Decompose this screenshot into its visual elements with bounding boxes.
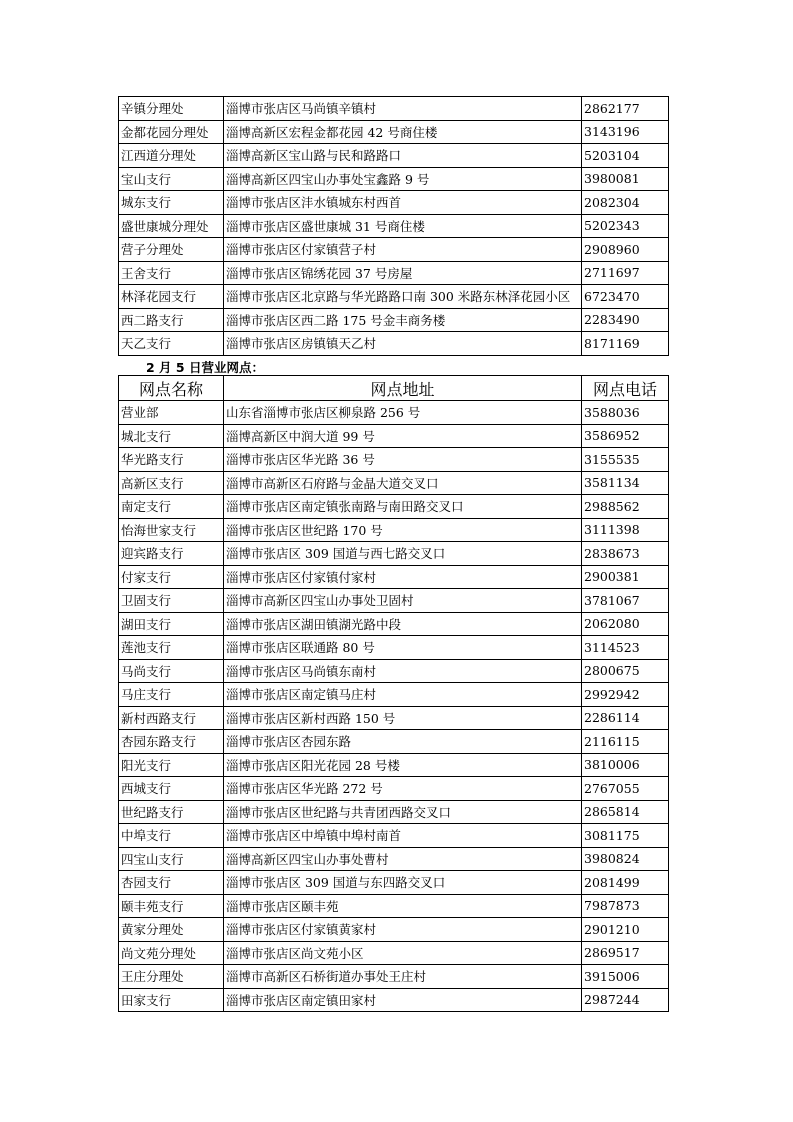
branch-name-cell: 四宝山支行 [119, 847, 224, 871]
branch-address-cell: 淄博高新区宝山路与民和路路口 [224, 144, 582, 168]
branch-phone-cell: 8171169 [582, 332, 669, 356]
branch-address-cell: 淄博市张店区颐丰苑 [224, 894, 582, 918]
branch-name-cell: 西二路支行 [119, 308, 224, 332]
branch-address-cell: 淄博市张店区中埠镇中埠村南首 [224, 824, 582, 848]
branch-address-cell: 淄博高新区四宝山办事处宝鑫路 9 号 [224, 167, 582, 191]
branch-address-cell: 淄博市张店区 309 国道与西七路交叉口 [224, 542, 582, 566]
branch-phone-cell: 2992942 [582, 683, 669, 707]
table-row [119, 824, 669, 848]
table-row [119, 753, 669, 777]
table-row [119, 308, 669, 332]
branch-name-cell: 莲池支行 [119, 636, 224, 660]
branch-phone-cell: 5202343 [582, 214, 669, 238]
branch-phone-cell: 2286114 [582, 706, 669, 730]
branch-address-cell: 淄博市张店区马尚镇辛镇村 [224, 97, 582, 121]
branch-name-cell: 阳光支行 [119, 753, 224, 777]
branch-address-cell: 淄博市张店区华光路 272 号 [224, 777, 582, 801]
branch-address-cell: 淄博市张店区北京路与华光路路口南 300 米路东林泽花园小区 [224, 285, 582, 309]
branch-phone-cell: 3586952 [582, 424, 669, 448]
branch-name-cell: 马庄支行 [119, 683, 224, 707]
branch-phone-cell: 2869517 [582, 941, 669, 965]
table-row [119, 988, 669, 1012]
branch-phone-cell: 6723470 [582, 285, 669, 309]
branch-address-cell: 淄博市张店区南定镇张南路与南田路交叉口 [224, 495, 582, 519]
branch-table [118, 375, 669, 1012]
table-row [119, 261, 669, 285]
table-row [119, 777, 669, 801]
branch-phone-cell: 2767055 [582, 777, 669, 801]
table-row [119, 659, 669, 683]
branch-name-cell: 城北支行 [119, 424, 224, 448]
header-branch-name: 网点名称 [119, 376, 224, 401]
branch-address-cell: 山东省淄博市张店区柳泉路 256 号 [224, 401, 582, 425]
branch-address-cell: 淄博市张店区尚文苑小区 [224, 941, 582, 965]
table-row [119, 871, 669, 895]
branch-phone-cell: 3915006 [582, 965, 669, 989]
table-row [119, 495, 669, 519]
table-row [119, 191, 669, 215]
branch-name-cell: 田家支行 [119, 988, 224, 1012]
branch-address-cell: 淄博高新区四宝山办事处曹村 [224, 847, 582, 871]
branch-phone-cell: 3581134 [582, 471, 669, 495]
table-row [119, 424, 669, 448]
branch-address-cell: 淄博市张店区沣水镇城东村西首 [224, 191, 582, 215]
table-row [119, 965, 669, 989]
branch-name-cell: 江西道分理处 [119, 144, 224, 168]
branch-name-cell: 迎宾路支行 [119, 542, 224, 566]
branch-name-cell: 辛镇分理处 [119, 97, 224, 121]
branch-phone-cell: 2987244 [582, 988, 669, 1012]
branch-phone-cell: 2800675 [582, 659, 669, 683]
branch-name-cell: 世纪路支行 [119, 800, 224, 824]
branch-phone-cell: 3114523 [582, 636, 669, 660]
branch-address-cell: 淄博市张店区华光路 36 号 [224, 448, 582, 472]
table-row [119, 471, 669, 495]
branch-name-cell: 营业部 [119, 401, 224, 425]
table-row [119, 214, 669, 238]
branch-phone-cell: 3980824 [582, 847, 669, 871]
table-row [119, 144, 669, 168]
branch-name-cell: 高新区支行 [119, 471, 224, 495]
branch-table-continued [118, 96, 669, 356]
branch-phone-cell: 3588036 [582, 401, 669, 425]
branch-phone-cell: 2081499 [582, 871, 669, 895]
branch-name-cell: 颐丰苑支行 [119, 894, 224, 918]
branch-address-cell: 淄博市张店区西二路 175 号金丰商务楼 [224, 308, 582, 332]
branch-name-cell: 营子分理处 [119, 238, 224, 262]
table-header-row [119, 376, 669, 401]
branch-name-cell: 卫固支行 [119, 589, 224, 613]
branch-address-cell: 淄博市张店区锦绣花园 37 号房屋 [224, 261, 582, 285]
branch-name-cell: 王庄分理处 [119, 965, 224, 989]
branch-phone-cell: 2082304 [582, 191, 669, 215]
header-branch-phone: 网点电话 [582, 376, 669, 401]
table-row [119, 238, 669, 262]
branch-name-cell: 城东支行 [119, 191, 224, 215]
branch-address-cell: 淄博高新区宏程金都花园 42 号商住楼 [224, 120, 582, 144]
branch-address-cell: 淄博市张店区新村西路 150 号 [224, 706, 582, 730]
branch-phone-cell: 2283490 [582, 308, 669, 332]
branch-phone-cell: 3155535 [582, 448, 669, 472]
branch-address-cell: 淄博市张店区马尚镇东南村 [224, 659, 582, 683]
branch-name-cell: 付家支行 [119, 565, 224, 589]
table-row [119, 847, 669, 871]
branch-name-cell: 盛世康城分理处 [119, 214, 224, 238]
branch-phone-cell: 3081175 [582, 824, 669, 848]
branch-name-cell: 新村西路支行 [119, 706, 224, 730]
branch-phone-cell: 7987873 [582, 894, 669, 918]
table-row [119, 941, 669, 965]
branch-name-cell: 南定支行 [119, 495, 224, 519]
branch-phone-cell: 2711697 [582, 261, 669, 285]
table-row [119, 800, 669, 824]
branch-name-cell: 中埠支行 [119, 824, 224, 848]
table-row [119, 542, 669, 566]
table-row [119, 683, 669, 707]
branch-table-body [119, 401, 669, 1012]
table-row [119, 167, 669, 191]
table-row [119, 120, 669, 144]
branch-phone-cell: 2900381 [582, 565, 669, 589]
table-row [119, 285, 669, 309]
branch-phone-cell: 3980081 [582, 167, 669, 191]
branch-address-cell: 淄博市张店区联通路 80 号 [224, 636, 582, 660]
branch-address-cell: 淄博市高新区石府路与金晶大道交叉口 [224, 471, 582, 495]
branch-name-cell: 金都花园分理处 [119, 120, 224, 144]
branch-address-cell: 淄博市张店区世纪路 170 号 [224, 518, 582, 542]
branch-name-cell: 怡海世家支行 [119, 518, 224, 542]
branch-name-cell: 华光路支行 [119, 448, 224, 472]
branch-phone-cell: 2062080 [582, 612, 669, 636]
branch-address-cell: 淄博市张店区南定镇马庄村 [224, 683, 582, 707]
branch-table-continued-body [119, 97, 669, 356]
branch-phone-cell: 3143196 [582, 120, 669, 144]
table-row [119, 401, 669, 425]
branch-phone-cell: 2116115 [582, 730, 669, 754]
branch-address-cell: 淄博市高新区石桥街道办事处王庄村 [224, 965, 582, 989]
branch-address-cell: 淄博市张店区杏园东路 [224, 730, 582, 754]
table-row [119, 730, 669, 754]
table-row [119, 706, 669, 730]
branch-name-cell: 宝山支行 [119, 167, 224, 191]
branch-address-cell: 淄博高新区中润大道 99 号 [224, 424, 582, 448]
table-row [119, 636, 669, 660]
table-row [119, 332, 669, 356]
branch-name-cell: 尚文苑分理处 [119, 941, 224, 965]
branch-address-cell: 淄博市张店区阳光花园 28 号楼 [224, 753, 582, 777]
table-row [119, 918, 669, 942]
branch-phone-cell: 3781067 [582, 589, 669, 613]
table-row [119, 518, 669, 542]
table-row [119, 894, 669, 918]
branch-address-cell: 淄博市张店区房镇镇天乙村 [224, 332, 582, 356]
branch-name-cell: 王舍支行 [119, 261, 224, 285]
branch-name-cell: 黄家分理处 [119, 918, 224, 942]
table-row [119, 589, 669, 613]
branch-address-cell: 淄博市高新区四宝山办事处卫固村 [224, 589, 582, 613]
branch-name-cell: 马尚支行 [119, 659, 224, 683]
branch-address-cell: 淄博市张店区盛世康城 31 号商住楼 [224, 214, 582, 238]
branch-address-cell: 淄博市张店区付家镇营子村 [224, 238, 582, 262]
section-heading: 2 月 5 日营业网点： [146, 360, 264, 375]
table-row [119, 612, 669, 636]
branch-name-cell: 天乙支行 [119, 332, 224, 356]
branch-name-cell: 西城支行 [119, 777, 224, 801]
branch-phone-cell: 2838673 [582, 542, 669, 566]
branch-address-cell: 淄博市张店区付家镇付家村 [224, 565, 582, 589]
table-row [119, 97, 669, 121]
header-branch-address: 网点地址 [224, 376, 582, 401]
branch-phone-cell: 2908960 [582, 238, 669, 262]
table-row [119, 565, 669, 589]
branch-phone-cell: 3111398 [582, 518, 669, 542]
branch-address-cell: 淄博市张店区湖田镇湖光路中段 [224, 612, 582, 636]
branch-phone-cell: 2865814 [582, 800, 669, 824]
branch-name-cell: 湖田支行 [119, 612, 224, 636]
table-row [119, 448, 669, 472]
branch-address-cell: 淄博市张店区南定镇田家村 [224, 988, 582, 1012]
branch-name-cell: 杏园支行 [119, 871, 224, 895]
branch-phone-cell: 3810006 [582, 753, 669, 777]
branch-address-cell: 淄博市张店区世纪路与共青团西路交叉口 [224, 800, 582, 824]
branch-name-cell: 林泽花园支行 [119, 285, 224, 309]
branch-phone-cell: 2901210 [582, 918, 669, 942]
branch-phone-cell: 2988562 [582, 495, 669, 519]
branch-address-cell: 淄博市张店区付家镇黄家村 [224, 918, 582, 942]
branch-phone-cell: 5203104 [582, 144, 669, 168]
branch-name-cell: 杏园东路支行 [119, 730, 224, 754]
branch-phone-cell: 2862177 [582, 97, 669, 121]
branch-address-cell: 淄博市张店区 309 国道与东四路交叉口 [224, 871, 582, 895]
